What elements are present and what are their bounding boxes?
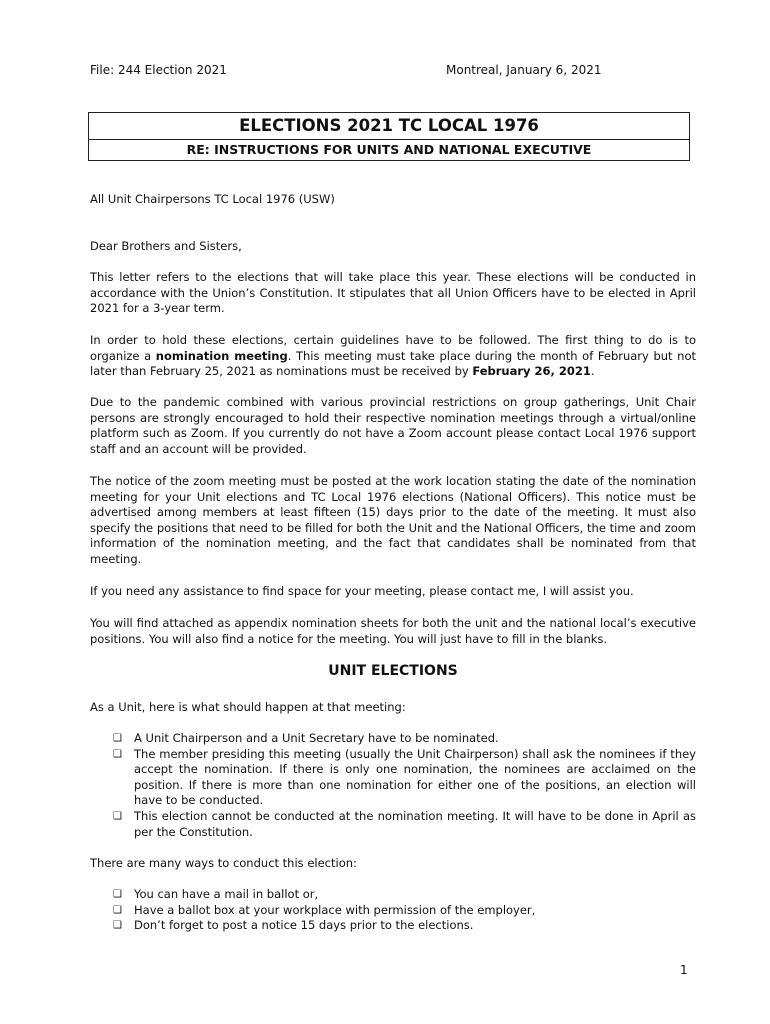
salutation: Dear Brothers and Sisters, (90, 239, 242, 253)
paragraph-2: In order to hold these elections, certain guidelines have to be followed. The first thing to do is to organize a nomination meeting. This meeting must take place during the month of February but not later than February 25, 2021 as nominations must be received by February 26, 2021. (90, 333, 697, 379)
list-item: ❑ You can have a mail in ballot or, (113, 887, 319, 901)
ways-intro: There are many ways to conduct this election: (90, 856, 357, 870)
checkbox-bullet-icon: ❑ (113, 733, 122, 744)
checkbox-bullet-icon: ❑ (113, 810, 122, 822)
checkbox-bullet-icon: ❑ (113, 748, 122, 760)
file-reference: File: 244 Election 2021 (90, 63, 227, 77)
checkbox-bullet-icon: ❑ (113, 889, 122, 900)
title-box (88, 112, 690, 161)
list-item: ❑ Don’t forget to post a notice 15 days prior to the elections. (113, 918, 474, 933)
document-title: ELECTIONS 2021 TC LOCAL 1976 (89, 113, 689, 140)
nomination-meeting-emphasis: nomination meeting (155, 348, 288, 363)
paragraph-4: The notice of the zoom meeting must be posted at the work location stating the date of the nomination meeting for your Unit elections and TC Local 1976 elections (National Officers). This notice must be advertised among members at least fifteen (15) days prior to the date of the meeting. It must also specify the positions that need to be filled for both the Unit and the National Officers, the time and zoom information of the nomination meeting, and the fact that candidates shall be nominated from that meeting. (90, 474, 696, 566)
checkbox-bullet-icon: ❑ (113, 904, 122, 916)
list-item: ❑ This election cannot be conducted at the nomination meeting. It will have to be done in April as per the Constitution. (113, 808, 696, 839)
unit-election-steps (90, 731, 696, 840)
page-number: 1 (680, 963, 688, 977)
document-subtitle: RE: INSTRUCTIONS FOR UNITS AND NATIONAL EXECUTIVE (186, 142, 592, 157)
deadline-emphasis: February 26, 2021 (472, 364, 591, 379)
list-item: ❑ Have a ballot box at your workplace with permission of the employer, (113, 902, 536, 917)
paragraph-6: You will find attached as appendix nomination sheets for both the unit and the national local’s executive positions. You will also find a notice for the meeting. You will just have to fill in the blanks. (90, 616, 696, 646)
paragraph-3: Due to the pandemic combined with various provincial restrictions on group gatherings, Unit Chair persons are strongly encouraged to hold their respective nomination meetings through a virtual/online platform such as Zoom. If you currently do not have a Zoom account please contact Local 1976 support staff and an account will be provided. (90, 395, 696, 456)
list-item: ❑ The member presiding this meeting (usually the Unit Chairperson) shall ask the nominees if they accept the nomination. If there is only one nomination, the nominees are acclaimed on the position. If there is more than one nomination for either one of the positions, an election will have to be conducted. (113, 746, 696, 808)
checkbox-bullet-icon: ❑ (113, 920, 122, 932)
section-heading: UNIT ELECTIONS (328, 663, 458, 679)
letter-date: Montreal, January 6, 2021 (446, 63, 602, 77)
list-item: ❑ A Unit Chairperson and a Unit Secretary have to be nominated. (113, 731, 499, 745)
election-methods (90, 887, 696, 934)
section-intro: As a Unit, here is what should happen at that meeting: (90, 700, 406, 714)
paragraph-1: This letter refers to the elections that will take place this year. These elections will be conducted in accordance with the Union’s Constitution. It stipulates that all Union Officers have to be elected in April 2021 for a 3-year term. (90, 270, 696, 316)
paragraph-5: If you need any assistance to find space for your meeting, please contact me, I will assist you. (90, 584, 634, 598)
addressee: All Unit Chairpersons TC Local 1976 (USW) (90, 192, 335, 206)
